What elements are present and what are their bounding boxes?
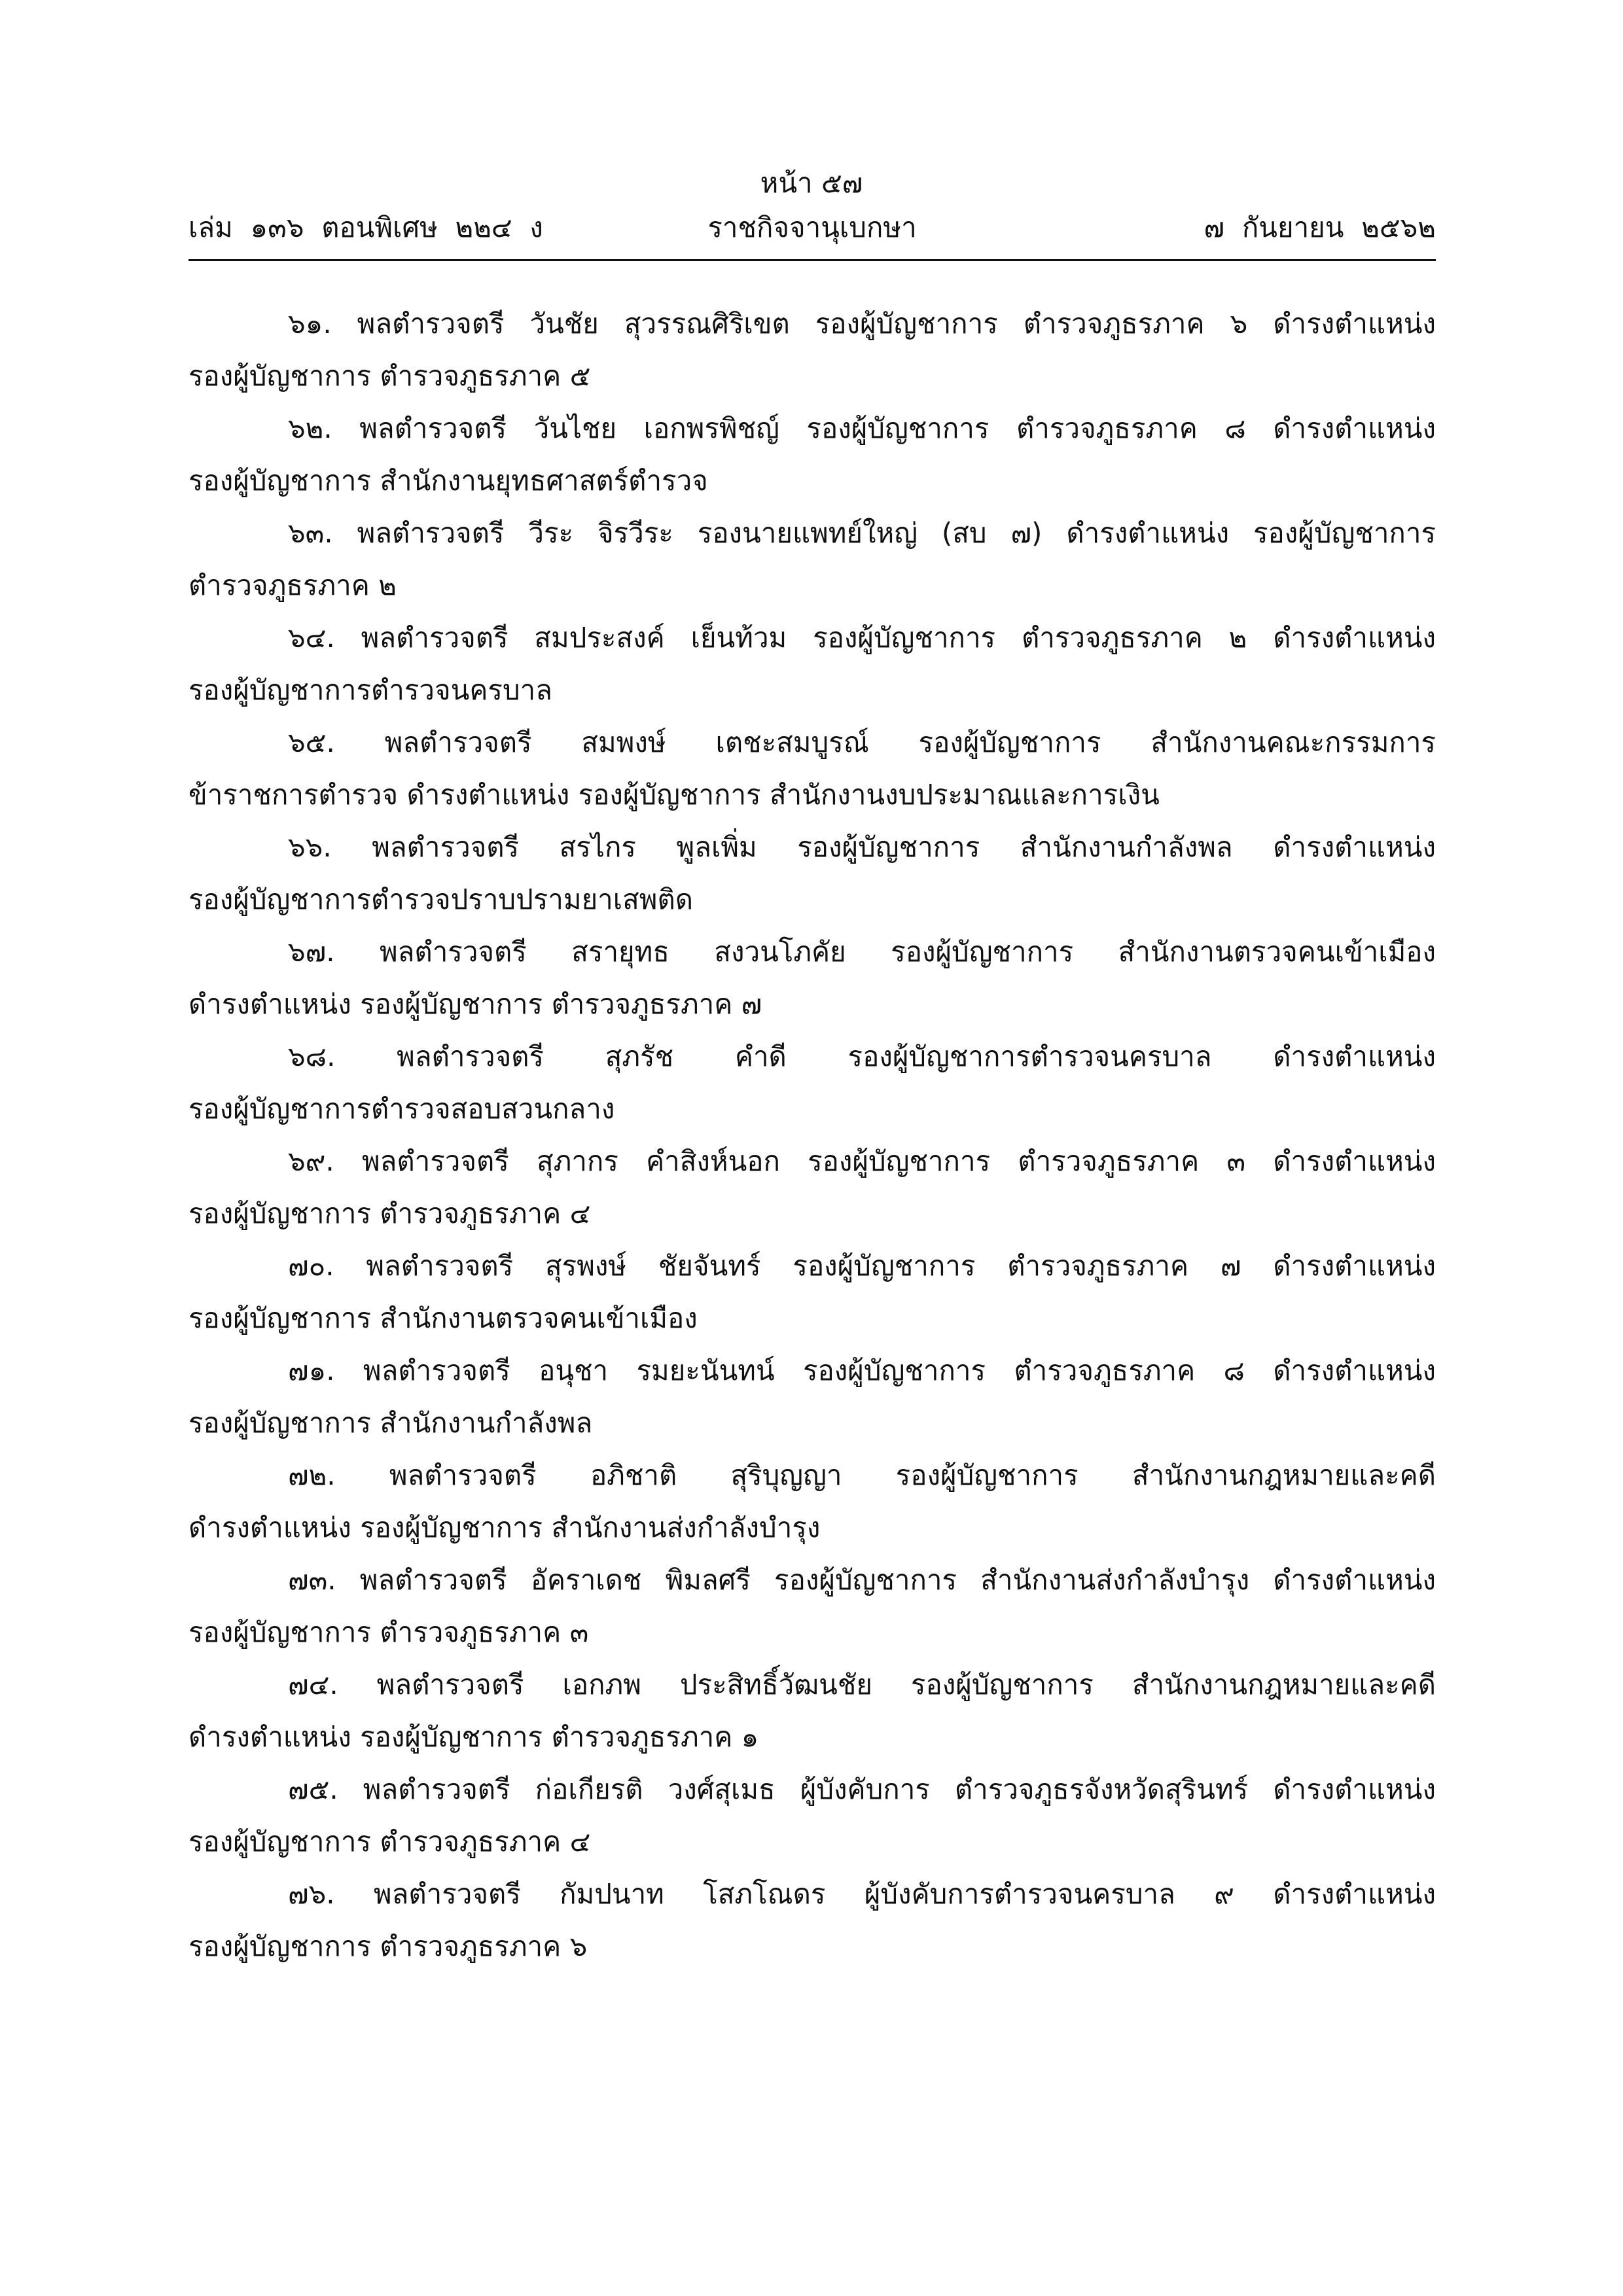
entry-first-line: ๗๔. พลตำรวจตรี เอกภพ ประสิทธิ์วัฒนชัย รองผู้บัญชาการ สำนักงานกฎหมายและคดี xyxy=(288,1669,1436,1701)
entry-first-line: ๗๐. พลตำรวจตรี สุรพงษ์ ชัยจันทร์ รองผู้บัญชาการ ตำรวจภูธรภาค ๗ ดำรงตำแหน่ง xyxy=(288,1250,1436,1282)
entry-first-line: ๖๙. พลตำรวจตรี สุภากร คำสิงห์นอก รองผู้บัญชาการ ตำรวจภูธรภาค ๓ ดำรงตำแหน่ง xyxy=(288,1145,1436,1177)
entry-first-line: ๗๖. พลตำรวจตรี กัมปนาท โสภโณดร ผู้บังคับการตำรวจนครบาล ๙ ดำรงตำแหน่ง xyxy=(288,1878,1436,1910)
entry-second-line: รองผู้บัญชาการ สำนักงานตรวจคนเข้าเมือง xyxy=(188,1302,698,1334)
entry-second-line: รองผู้บัญชาการ ตำรวจภูธรภาค ๔ xyxy=(188,1826,591,1858)
entry-first-line: ๗๑. พลตำรวจตรี อนุชา รมยะนันทน์ รองผู้บัญชาการ ตำรวจภูธรภาค ๘ ดำรงตำแหน่ง xyxy=(288,1354,1436,1386)
list-item xyxy=(188,1763,1436,1868)
list-item xyxy=(188,507,1436,612)
list-item xyxy=(188,821,1436,926)
entry-first-line: ๖๔. พลตำรวจตรี สมประสงค์ เย็นท้วม รองผู้บัญชาการ ตำรวจภูธรภาค ๒ ดำรงตำแหน่ง xyxy=(288,622,1436,654)
publication-date: ๗ กันยายน ๒๕๖๒ xyxy=(1204,211,1436,243)
header-divider xyxy=(188,259,1436,261)
list-item xyxy=(188,402,1436,507)
entry-first-line: ๗๕. พลตำรวจตรี ก่อเกียรติ วงศ์สุเมธ ผู้บังคับการ ตำรวจภูธรจังหวัดสุรินทร์ ดำรงตำแหน่ง xyxy=(288,1773,1436,1805)
list-item xyxy=(188,1135,1436,1240)
entry-first-line: ๖๖. พลตำรวจตรี สรไกร พูลเพิ่ม รองผู้บัญชาการ สำนักงานกำลังพล ดำรงตำแหน่ง xyxy=(288,831,1436,863)
entry-second-line: รองผู้บัญชาการตำรวจสอบสวนกลาง xyxy=(188,1093,615,1125)
volume-issue: เล่ม ๑๓๖ ตอนพิเศษ ๒๒๔ ง xyxy=(188,211,543,243)
list-item xyxy=(188,1240,1436,1345)
list-item xyxy=(188,1554,1436,1659)
entry-second-line: รองผู้บัญชาการตำรวจนครบาล xyxy=(188,674,552,706)
entry-first-line: ๖๑. พลตำรวจตรี วันชัย สุวรรณศิริเขต รองผู้บัญชาการ ตำรวจภูธรภาค ๖ ดำรงตำแหน่ง xyxy=(288,308,1436,340)
page-number: หน้า ๕๗ xyxy=(760,167,863,199)
entry-first-line: ๗๒. พลตำรวจตรี อภิชาติ สุริบุญญา รองผู้บัญชาการ สำนักงานกฎหมายและคดี xyxy=(288,1459,1436,1491)
entry-first-line: ๖๓. พลตำรวจตรี วีระ จิรวีระ รองนายแพทย์ใหญ่ (สบ ๗) ดำรงตำแหน่ง รองผู้บัญชาการ xyxy=(288,517,1436,549)
entry-first-line: ๖๗. พลตำรวจตรี สรายุทธ สงวนโภคัย รองผู้บัญชาการ สำนักงานตรวจคนเข้าเมือง xyxy=(288,936,1436,968)
entry-second-line: รองผู้บัญชาการ ตำรวจภูธรภาค ๓ xyxy=(188,1616,589,1648)
entry-second-line: ข้าราชการตำรวจ ดำรงตำแหน่ง รองผู้บัญชาการ สำนักงานงบประมาณและการเงิน xyxy=(188,779,1160,811)
list-item xyxy=(188,926,1436,1031)
list-item xyxy=(188,298,1436,402)
entry-first-line: ๗๓. พลตำรวจตรี อัคราเดช พิมลศรี รองผู้บัญชาการ สำนักงานส่งกำลังบำรุง ดำรงตำแหน่ง xyxy=(288,1564,1436,1596)
entry-first-line: ๖๘. พลตำรวจตรี สุภรัช คำดี รองผู้บัญชาการตำรวจนครบาล ดำรงตำแหน่ง xyxy=(288,1040,1436,1072)
entry-second-line: รองผู้บัญชาการตำรวจปราบปรามยาเสพติด xyxy=(188,883,693,915)
entry-second-line: รองผู้บัญชาการ สำนักงานกำลังพล xyxy=(188,1407,593,1439)
entry-first-line: ๖๕. พลตำรวจตรี สมพงษ์ เตชะสมบูรณ์ รองผู้บัญชาการ สำนักงานคณะกรรมการ xyxy=(288,726,1436,758)
list-item xyxy=(188,1659,1436,1763)
list-item xyxy=(188,1345,1436,1449)
entry-second-line: ดำรงตำแหน่ง รองผู้บัญชาการ ตำรวจภูธรภาค ๑ xyxy=(188,1721,759,1753)
list-item xyxy=(188,1031,1436,1135)
entry-first-line: ๖๒. พลตำรวจตรี วันไชย เอกพรพิชญ์ รองผู้บัญชาการ ตำรวจภูธรภาค ๘ ดำรงตำแหน่ง xyxy=(288,412,1436,444)
list-item xyxy=(188,1449,1436,1554)
entry-second-line: รองผู้บัญชาการ ตำรวจภูธรภาค ๖ xyxy=(188,1930,588,1962)
entry-second-line: รองผู้บัญชาการ ตำรวจภูธรภาค ๕ xyxy=(188,360,591,392)
list-item xyxy=(188,716,1436,821)
entry-second-line: ดำรงตำแหน่ง รองผู้บัญชาการ ตำรวจภูธรภาค ๗ xyxy=(188,988,762,1020)
gazette-header xyxy=(188,208,1436,250)
gazette-name: ราชกิจจานุเบกษา xyxy=(707,211,917,243)
entry-second-line: รองผู้บัญชาการ ตำรวจภูธรภาค ๔ xyxy=(188,1197,591,1229)
entry-second-line: ตำรวจภูธรภาค ๒ xyxy=(188,569,397,601)
appointment-list xyxy=(188,298,1436,1973)
entry-second-line: ดำรงตำแหน่ง รองผู้บัญชาการ สำนักงานส่งกำลังบำรุง xyxy=(188,1511,821,1544)
list-item xyxy=(188,1868,1436,1973)
list-item xyxy=(188,612,1436,716)
entry-second-line: รองผู้บัญชาการ สำนักงานยุทธศาสตร์ตำรวจ xyxy=(188,465,708,497)
